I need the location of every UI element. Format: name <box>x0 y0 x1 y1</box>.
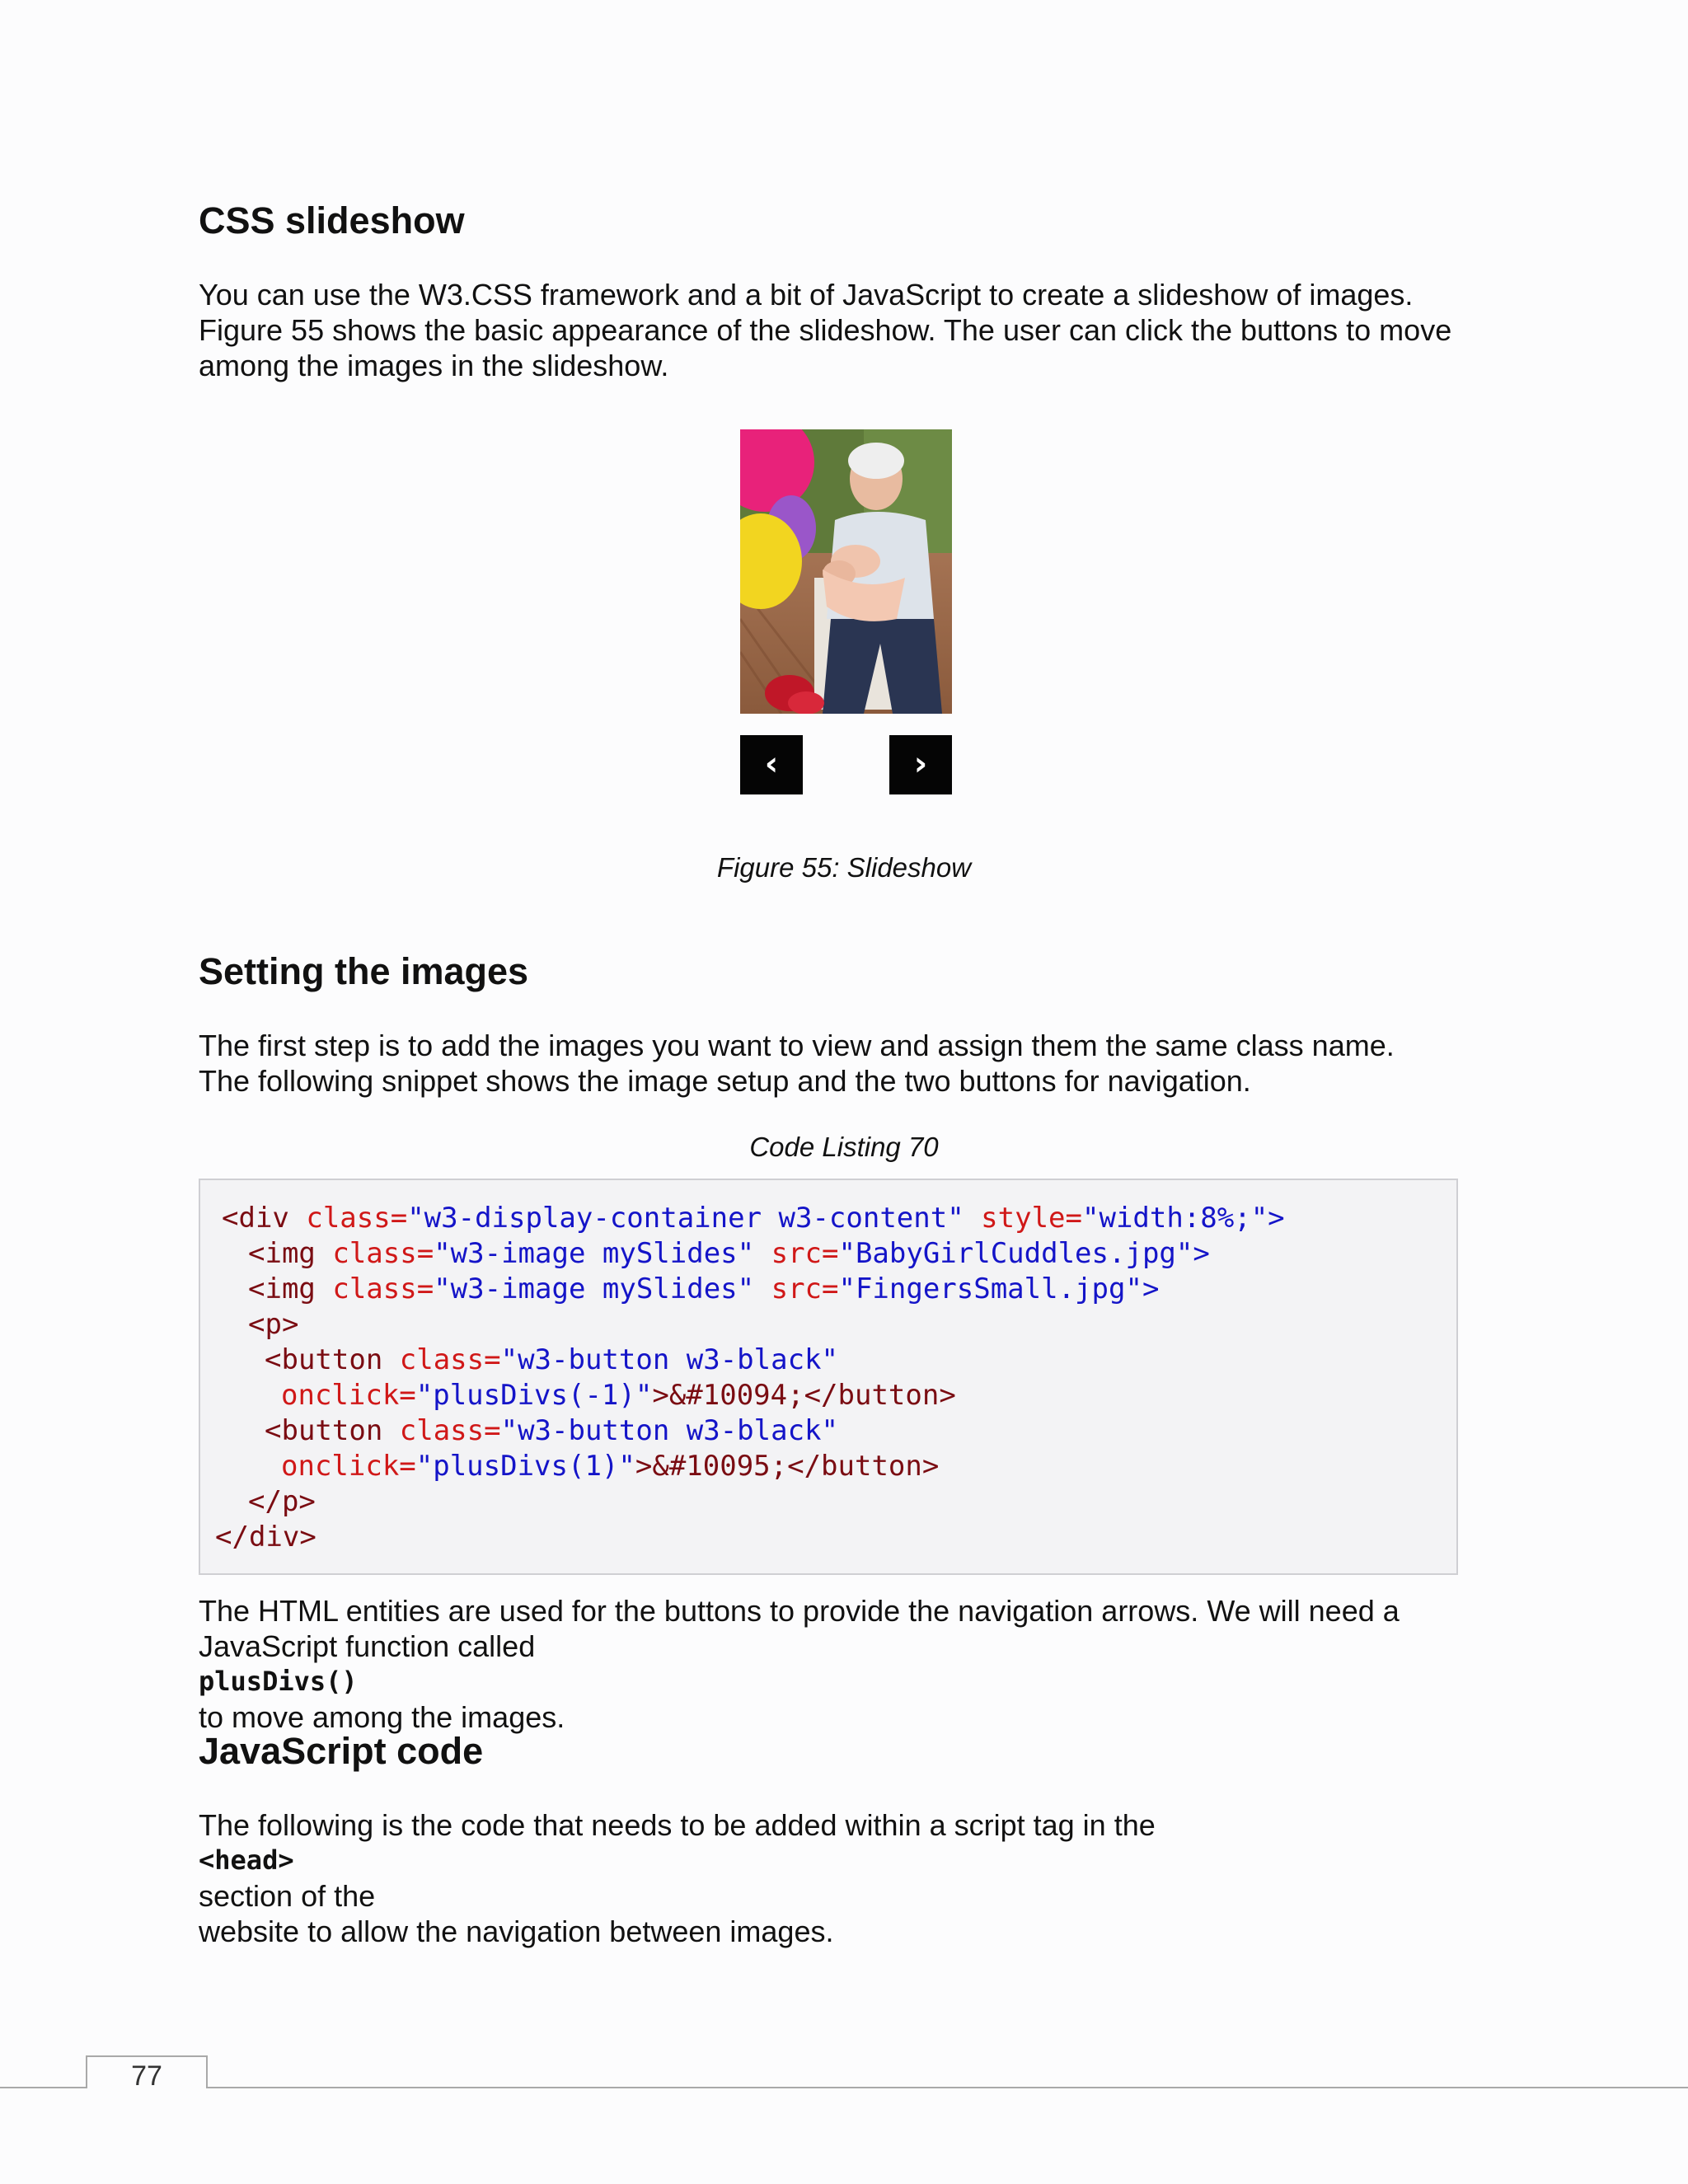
slideshow-next-button[interactable]: › <box>889 735 952 794</box>
code-line: <button class="w3-button w3-black" <box>265 1343 838 1376</box>
figure-caption: Figure 55: Slideshow <box>716 852 972 883</box>
paragraph-line: website to allow the navigation between images. <box>199 1915 834 1948</box>
paragraph-line: The HTML entities are used for the buttons to provide the navigation arrows. We will need a <box>199 1594 1400 1628</box>
inline-code-plusdivs: plusDivs() <box>199 1666 358 1697</box>
paragraph-line: The following snippet shows the image setup and the two buttons for navigation. <box>199 1064 1251 1098</box>
after-code-paragraph <box>199 1593 1400 1735</box>
footer-rule <box>0 2087 1688 2088</box>
code-line: onclick="plusDivs(-1)">&#10094;</button> <box>281 1379 956 1412</box>
section-heading-setting-images: Setting the images <box>199 950 529 992</box>
paragraph-line: among the images in the slideshow. <box>199 349 669 382</box>
code-listing-caption: Code Listing 70 <box>749 1132 939 1162</box>
setting-images-paragraph <box>199 1028 1395 1099</box>
paragraph-line: Figure 55 shows the basic appearance of the slideshow. The user can click the buttons to move <box>199 313 1452 347</box>
code-line: <div class="w3-display-container w3-content" style="width:8%;"> <box>222 1202 1285 1235</box>
intro-paragraph <box>199 277 1451 383</box>
code-line: onclick="plusDivs(1)">&#10095;</button> <box>281 1450 940 1483</box>
code-line: <img class="w3-image mySlides" src="FingersSmall.jpg"> <box>248 1272 1160 1305</box>
slideshow-prev-button[interactable]: ‹ <box>740 735 803 794</box>
paragraph-line: You can use the W3.CSS framework and a bit of JavaScript to create a slideshow of images. <box>199 278 1414 312</box>
code-line: <img class="w3-image mySlides" src="BabyGirlCuddles.jpg"> <box>248 1237 1210 1270</box>
code-line: <button class="w3-button w3-black" <box>265 1414 838 1447</box>
section-heading-javascript-code: JavaScript code <box>199 1730 484 1772</box>
code-line: <p> <box>248 1308 299 1341</box>
paragraph-line: JavaScript function called plusDivs() to move among the images. <box>199 1629 1400 1735</box>
code-line: </div> <box>215 1521 316 1554</box>
inline-code-head: <head> <box>199 1844 294 1876</box>
javascript-paragraph <box>199 1807 1156 1949</box>
section-heading-css-slideshow: CSS slideshow <box>199 199 465 241</box>
code-listing <box>199 1179 1458 1575</box>
code-line: </p> <box>248 1485 316 1518</box>
slideshow-photo <box>740 429 952 714</box>
paragraph-line: The first step is to add the images you want to view and assign them the same class name. <box>199 1029 1395 1062</box>
photo-illustration <box>740 429 952 714</box>
paragraph-line: The following is the code that needs to be added within a script tag in the <head> section of the <box>199 1808 1156 1913</box>
page-number: 77 <box>86 2055 208 2088</box>
